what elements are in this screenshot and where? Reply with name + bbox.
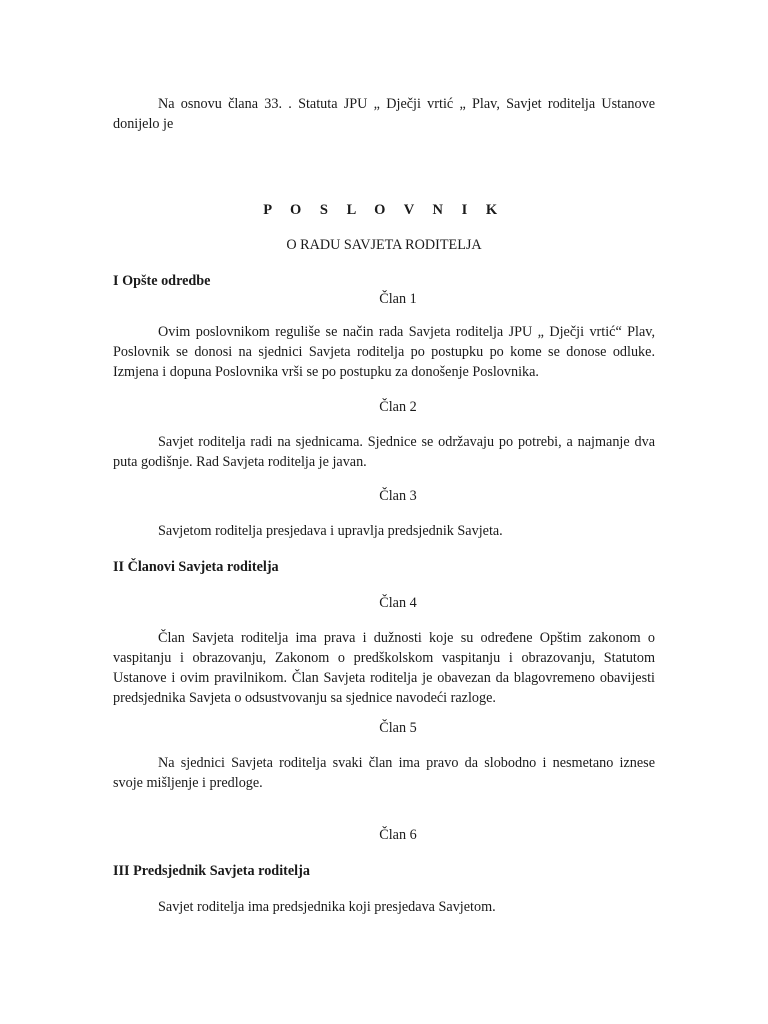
article-2-block bbox=[113, 432, 655, 472]
article-3-text: Savjetom roditelja presjedava i upravlja predsjednik Savjeta. bbox=[158, 523, 503, 539]
article-6-label bbox=[113, 825, 655, 845]
intro-paragraph: Na osnovu člana 33. . Statuta JPU „ Dječji vrtić „ Plav, Savjet roditelja Ustanove donijelo je bbox=[113, 96, 655, 132]
section-heading-2: II Članovi Savjeta roditelja bbox=[113, 559, 279, 575]
document-title: P O S L O V N I K bbox=[263, 202, 505, 218]
article-2-label-text: Član 2 bbox=[379, 399, 417, 415]
section-heading-3-block bbox=[113, 861, 655, 881]
section-heading-3: III Predsjednik Savjeta roditelja bbox=[113, 863, 310, 879]
article-6-text: Savjet roditelja ima predsjednika koji presjedava Savjetom. bbox=[158, 899, 496, 915]
article-3-label-text: Član 3 bbox=[379, 488, 417, 504]
article-1-label bbox=[113, 289, 655, 309]
article-4-text: Član Savjeta roditelja ima prava i dužnosti koje su određene Opštim zakonom o vaspitanju i obrazovanju, Zakonom o predškolskom vaspitanju i obrazovanju, Statutom Ustanove i ovim pravilnikom. Član Savjeta roditelja je obavezan da blagovremeno obavijesti predsjednika Savjeta o odsustvovanju sa sjednice navodeći razloge. bbox=[113, 630, 655, 706]
article-3-label bbox=[113, 486, 655, 506]
section-heading-2-block bbox=[113, 557, 655, 577]
article-4-label-text: Član 4 bbox=[379, 595, 417, 611]
section-heading-1: I Opšte odredbe bbox=[113, 273, 211, 289]
article-6-label-text: Član 6 bbox=[379, 827, 417, 843]
document-subtitle: O RADU SAVJETA RODITELJA bbox=[286, 237, 482, 253]
article-6-block bbox=[113, 897, 655, 917]
article-5-block bbox=[113, 753, 655, 793]
article-5-label-text: Član 5 bbox=[379, 720, 417, 736]
article-1-text: Ovim poslovnikom reguliše se način rada Savjeta roditelja JPU „ Dječji vrtić“ Plav, Poslovnik se donosi na sjednici Savjeta roditelja po postupku po kome se donose odluke. Izmjena i dopuna Poslovnika vrši se po postupku za donošenje Poslovnika. bbox=[113, 324, 655, 380]
article-4-label bbox=[113, 593, 655, 613]
article-1-label-text: Član 1 bbox=[379, 291, 417, 307]
article-2-label bbox=[113, 397, 655, 417]
article-5-text: Na sjednici Savjeta roditelja svaki član ima pravo da slobodno i nesmetano iznese svoje mišljenje i predloge. bbox=[113, 755, 655, 791]
intro-block bbox=[113, 94, 655, 134]
article-2-text: Savjet roditelja radi na sjednicama. Sjednice se održavaju po potrebi, a najmanje dva puta godišnje. Rad Savjeta roditelja je javan. bbox=[113, 434, 655, 470]
section-heading-1-block bbox=[113, 271, 655, 291]
article-3-block bbox=[113, 521, 655, 541]
article-5-label bbox=[113, 718, 655, 738]
article-1-block bbox=[113, 322, 655, 382]
article-4-block bbox=[113, 628, 655, 708]
